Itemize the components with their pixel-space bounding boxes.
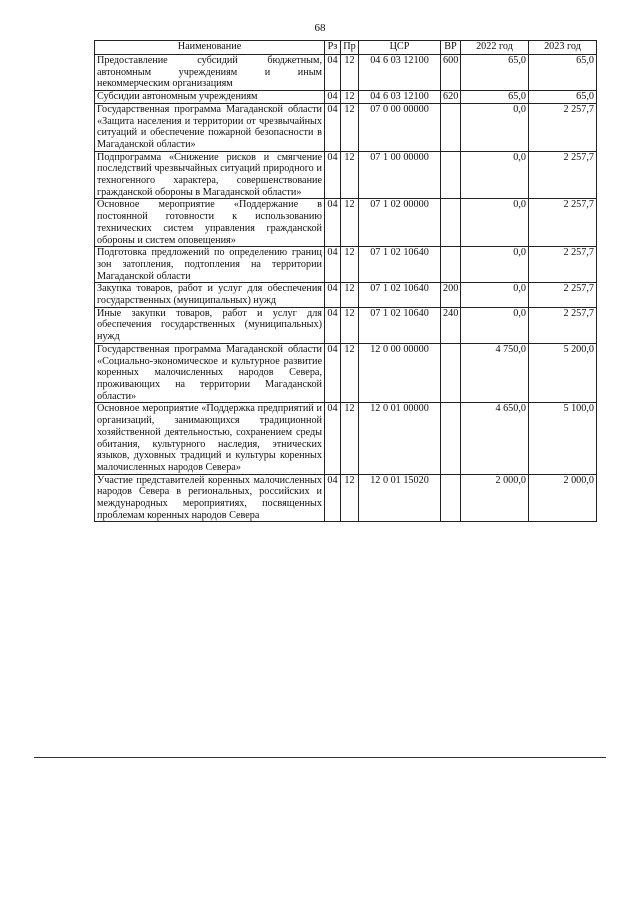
row-2023: 2 257,7 (529, 247, 597, 283)
header-vr: ВР (441, 41, 461, 55)
row-csr: 07 1 02 10640 (359, 283, 441, 307)
row-2022: 0,0 (461, 199, 529, 247)
row-2023: 2 257,7 (529, 283, 597, 307)
row-pr: 12 (341, 343, 359, 403)
row-rz: 04 (325, 151, 341, 199)
row-2022: 0,0 (461, 103, 529, 151)
row-rz: 04 (325, 247, 341, 283)
header-2022: 2022 год (461, 41, 529, 55)
row-pr: 12 (341, 199, 359, 247)
table-row (95, 307, 597, 343)
row-2022: 0,0 (461, 283, 529, 307)
table-header-row (95, 41, 597, 55)
row-rz: 04 (325, 55, 341, 91)
row-csr: 04 6 03 12100 (359, 91, 441, 104)
row-rz: 04 (325, 283, 341, 307)
row-2022: 2 000,0 (461, 474, 529, 522)
row-csr: 12 0 01 15020 (359, 474, 441, 522)
row-rz: 04 (325, 91, 341, 104)
row-pr: 12 (341, 474, 359, 522)
row-vr (441, 343, 461, 403)
row-rz: 04 (325, 403, 341, 474)
row-vr: 620 (441, 91, 461, 104)
table-row (95, 55, 597, 91)
row-2022: 65,0 (461, 55, 529, 91)
table-row (95, 474, 597, 522)
table-row (95, 343, 597, 403)
row-name: Подготовка предложений по определению границ зон затопления, подтопления на территории Магаданской области (95, 247, 325, 283)
row-name: Участие представителей коренных малочисленных народов Севера в региональных, российских и международных мероприятиях, посвященных проблемам коренных народов Севера (95, 474, 325, 522)
row-2023: 65,0 (529, 55, 597, 91)
row-rz: 04 (325, 103, 341, 151)
row-name: Основное мероприятие «Поддержание в постоянной готовности к использованию технических систем управления гражданской обороны и систем оповещения» (95, 199, 325, 247)
row-vr (441, 474, 461, 522)
table-row (95, 103, 597, 151)
row-csr: 04 6 03 12100 (359, 55, 441, 91)
row-2023: 2 257,7 (529, 199, 597, 247)
row-csr: 07 1 02 10640 (359, 247, 441, 283)
row-name: Государственная программа Магаданской области «Защита населения и территории от чрезвычайных ситуаций и обеспечение пожарной безопасности в Магаданской области» (95, 103, 325, 151)
header-pr: Пр (341, 41, 359, 55)
row-2023: 65,0 (529, 91, 597, 104)
row-vr: 600 (441, 55, 461, 91)
row-2023: 5 200,0 (529, 343, 597, 403)
row-2023: 5 100,0 (529, 403, 597, 474)
row-vr (441, 247, 461, 283)
header-2023: 2023 год (529, 41, 597, 55)
row-2022: 4 650,0 (461, 403, 529, 474)
row-pr: 12 (341, 403, 359, 474)
row-name: Предоставление субсидий бюджетным, автономным учреждениям и иным некоммерческим организациям (95, 55, 325, 91)
row-2022: 0,0 (461, 307, 529, 343)
row-vr (441, 103, 461, 151)
row-pr: 12 (341, 91, 359, 104)
row-name: Субсидии автономным учреждениям (95, 91, 325, 104)
row-2022: 65,0 (461, 91, 529, 104)
row-2023: 2 257,7 (529, 151, 597, 199)
row-rz: 04 (325, 307, 341, 343)
header-name: Наименование (95, 41, 325, 55)
table-row (95, 403, 597, 474)
row-rz: 04 (325, 474, 341, 522)
row-vr: 200 (441, 283, 461, 307)
header-csr: ЦСР (359, 41, 441, 55)
row-2023: 2 257,7 (529, 307, 597, 343)
row-name: Государственная программа Магаданской области «Социально-экономическое и культурное развитие коренных малочисленных народов Севера, проживающих на территории Магаданской области» (95, 343, 325, 403)
table-row (95, 151, 597, 199)
row-pr: 12 (341, 151, 359, 199)
row-2022: 0,0 (461, 151, 529, 199)
table-row (95, 199, 597, 247)
budget-table (94, 40, 597, 522)
row-vr (441, 199, 461, 247)
row-2022: 0,0 (461, 247, 529, 283)
row-2022: 4 750,0 (461, 343, 529, 403)
row-csr: 07 1 02 00000 (359, 199, 441, 247)
page-number: 68 (314, 22, 326, 34)
table-row (95, 91, 597, 104)
row-name: Закупка товаров, работ и услуг для обеспечения государственных (муниципальных) нужд (95, 283, 325, 307)
table-row (95, 283, 597, 307)
row-pr: 12 (341, 103, 359, 151)
row-2023: 2 257,7 (529, 103, 597, 151)
row-csr: 07 0 00 00000 (359, 103, 441, 151)
row-csr: 07 1 00 00000 (359, 151, 441, 199)
row-rz: 04 (325, 343, 341, 403)
row-name: Основное мероприятие «Поддержка предприятий и организаций, занимающихся традиционной хозяйственной деятельностью, сохранением среды обитания, культурного наследия, этнических языков, духовных традиций и культуры коренных малочисленных народов Севера» (95, 403, 325, 474)
table-row (95, 247, 597, 283)
row-pr: 12 (341, 307, 359, 343)
row-rz: 04 (325, 199, 341, 247)
row-csr: 12 0 01 00000 (359, 403, 441, 474)
row-pr: 12 (341, 247, 359, 283)
row-pr: 12 (341, 283, 359, 307)
row-csr: 07 1 02 10640 (359, 307, 441, 343)
row-2023: 2 000,0 (529, 474, 597, 522)
row-vr: 240 (441, 307, 461, 343)
row-vr (441, 151, 461, 199)
row-vr (441, 403, 461, 474)
footer-divider (34, 757, 606, 758)
row-name: Подпрограмма «Снижение рисков и смягчение последствий чрезвычайных ситуаций природного и техногенного характера, совершенствование гражданской обороны в Магаданской области» (95, 151, 325, 199)
row-name: Иные закупки товаров, работ и услуг для обеспечения государственных (муниципальных) нужд (95, 307, 325, 343)
header-rz: Рз (325, 41, 341, 55)
row-csr: 12 0 00 00000 (359, 343, 441, 403)
row-pr: 12 (341, 55, 359, 91)
